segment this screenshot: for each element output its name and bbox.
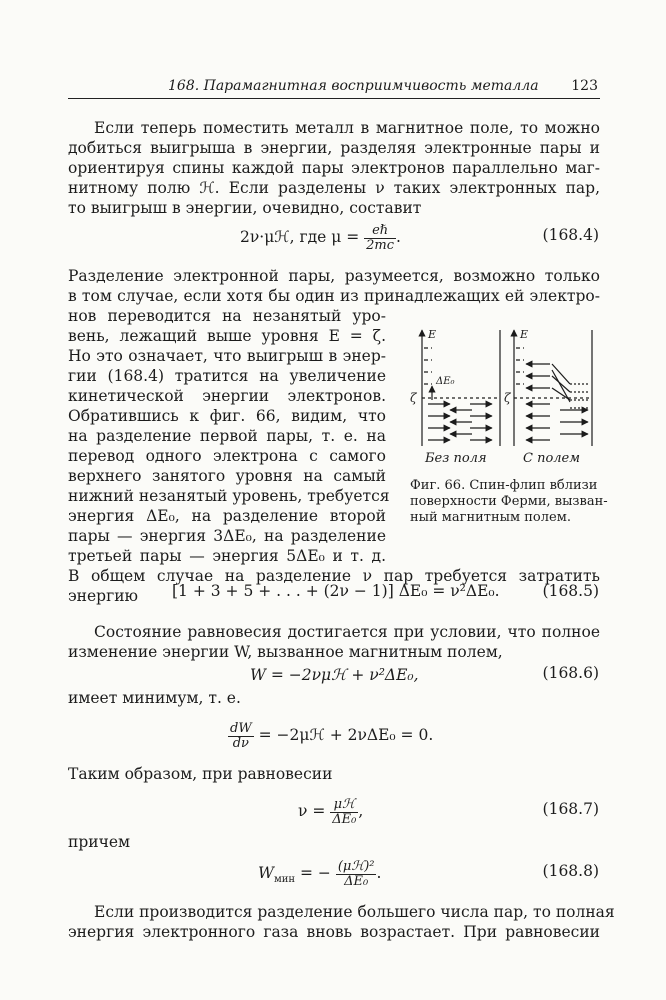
- eq4-number: (168.7): [542, 800, 599, 818]
- eq5-left: W: [258, 864, 274, 883]
- eq4-left: ν =: [298, 802, 326, 821]
- para2-wrap-9: верхнего занятого уровня на самый: [68, 467, 386, 485]
- running-header: [68, 76, 600, 99]
- eq1-left: 2ν·μℋ, где μ =: [240, 228, 360, 247]
- para3-line-2: изменение энергии W, вызванное магнитным полем,: [68, 643, 503, 661]
- caption-line-3: ный магнитным полем.: [410, 510, 571, 525]
- left-arrows-left: [450, 410, 472, 434]
- deriv-num: dW: [230, 721, 252, 736]
- text-thus: Таким образом, при равновесии: [68, 765, 333, 783]
- para1-line-5: то выигрыш в энергии, очевидно, составит: [68, 199, 422, 217]
- right-fermi-label: ζ: [504, 391, 511, 405]
- para1-line-4: нитному полю ℋ. Если разделены ν таких электронных пар,: [68, 179, 600, 197]
- deriv-den: dν: [232, 735, 249, 751]
- eq4-fraction: [330, 798, 358, 826]
- deriv-rest: = −2μℋ + 2νΔE₀ = 0.: [258, 726, 434, 745]
- equation-168-7: [298, 798, 363, 826]
- left-empty-levels: [424, 348, 432, 384]
- left-fermi-label: ζ: [410, 391, 417, 405]
- eq4-den: ΔE₀: [332, 811, 357, 827]
- page-number: 123: [571, 78, 598, 94]
- text-where: причем: [68, 833, 131, 851]
- eq5-mid: = −: [295, 864, 331, 883]
- right-arrows: [526, 404, 588, 440]
- para2-wrap-12: пары — энергия 3ΔE₀, на разделение: [68, 527, 386, 545]
- equation-168-6: W = −2νμℋ + ν²ΔE₀,: [250, 666, 419, 684]
- deriv-fraction: [228, 722, 254, 750]
- eq3-number: (168.6): [542, 664, 599, 682]
- eq4-num: μℋ: [330, 798, 358, 813]
- eq5-den: ΔE₀: [344, 873, 369, 889]
- eq1-fraction: [364, 224, 396, 252]
- left-axis-label: E: [428, 328, 437, 341]
- para2-wrap-2: вень, лежащий выше уровня E = ζ.: [68, 327, 386, 345]
- para2-wrap-4: гии (168.4) тратится на увеличение: [68, 367, 386, 385]
- para2-wrap-1: нов переводится на незанятый уро-: [68, 307, 386, 325]
- para2-wrap-7: на разделение первой пары, т. е. на: [68, 427, 386, 445]
- para2-wrap-3: Но это означает, что выигрыш в энер-: [68, 347, 386, 365]
- figure-label-left: Без поля: [425, 451, 487, 466]
- para2-line-2: в том случае, если хотя бы один из принадлежащих ей электро-: [68, 287, 600, 305]
- right-axis-label: E: [520, 328, 529, 341]
- eq5-num: (μℋ)²: [337, 859, 375, 874]
- equation-168-4: [240, 224, 401, 252]
- para2-wrap-8: перевод одного электрона с самого: [68, 447, 386, 465]
- eq1-den: 2mc: [366, 237, 395, 253]
- figure-caption: [410, 478, 608, 526]
- header-title: 168. Парамагнитная восприимчивость металла: [168, 78, 539, 94]
- eq5-end: .: [376, 864, 382, 883]
- eq2-number: (168.5): [542, 582, 599, 600]
- text-minimum: имеет минимум, т. е.: [68, 689, 241, 707]
- caption-line-1: Фиг. 66. Спин-флип вблизи: [410, 478, 598, 493]
- para2-line-1: Разделение электронной пары, разумеется, возможно только: [68, 267, 600, 285]
- equation-168-8: [258, 860, 381, 891]
- para2-end-2: энергию: [68, 587, 139, 605]
- para3-line-1: Состояние равновесия достигается при условии, что полное: [94, 623, 600, 641]
- para2-wrap-5: кинетической энергии электронов.: [68, 387, 386, 405]
- equation-168-5: [1 + 3 + 5 + . . . + (2ν − 1)] ΔE₀ = ν²ΔE₀.: [172, 582, 500, 600]
- right-empty-levels: [516, 348, 524, 384]
- caption-line-2: поверхности Ферми, вызван-: [410, 494, 608, 509]
- para2-wrap-11: энергия ΔE₀, на разделение второй: [68, 507, 386, 525]
- para2-wrap-6: Обратившись к фиг. 66, видим, что: [68, 407, 386, 425]
- right-flipped-spins: [526, 364, 550, 388]
- para4-line-1: Если производится разделение большего числа пар, то полная: [94, 903, 615, 921]
- eq1-num: eℏ: [364, 224, 396, 239]
- para1-line-1: Если теперь поместить металл в магнитное поле, то можно: [94, 119, 600, 137]
- para2-end-1: В общем случае на разделение ν пар требуется затратить: [68, 567, 600, 585]
- figure-66-diagram: [410, 324, 602, 448]
- right-dotted-levels: [570, 384, 590, 408]
- para1-line-3: ориентируя спины каждой пары электронов параллельно маг-: [68, 159, 600, 177]
- equation-derivative: [228, 722, 433, 750]
- para2-wrap-13: третьей пары — энергия 5ΔE₀ и т. д.: [68, 547, 386, 565]
- right-shift-lines: [552, 364, 570, 402]
- eq5-number: (168.8): [542, 862, 599, 880]
- eq1-number: (168.4): [542, 226, 599, 244]
- eq5-fraction: [336, 860, 377, 888]
- para4-line-2: энергия электронного газа вновь возрастает. При равновесии: [68, 923, 600, 941]
- eq1-end: .: [396, 228, 401, 247]
- para1-line-2: добиться выигрыша в энергии, разделяя электронные пары и: [68, 139, 600, 157]
- eq5-sub: мин: [273, 874, 296, 886]
- para2-wrap-10: нижний незанятый уровень, требуется: [68, 487, 390, 505]
- figure-label-right: С полем: [523, 451, 581, 466]
- eq4-end: ,: [358, 802, 364, 821]
- delta-label: ΔE₀: [436, 376, 455, 387]
